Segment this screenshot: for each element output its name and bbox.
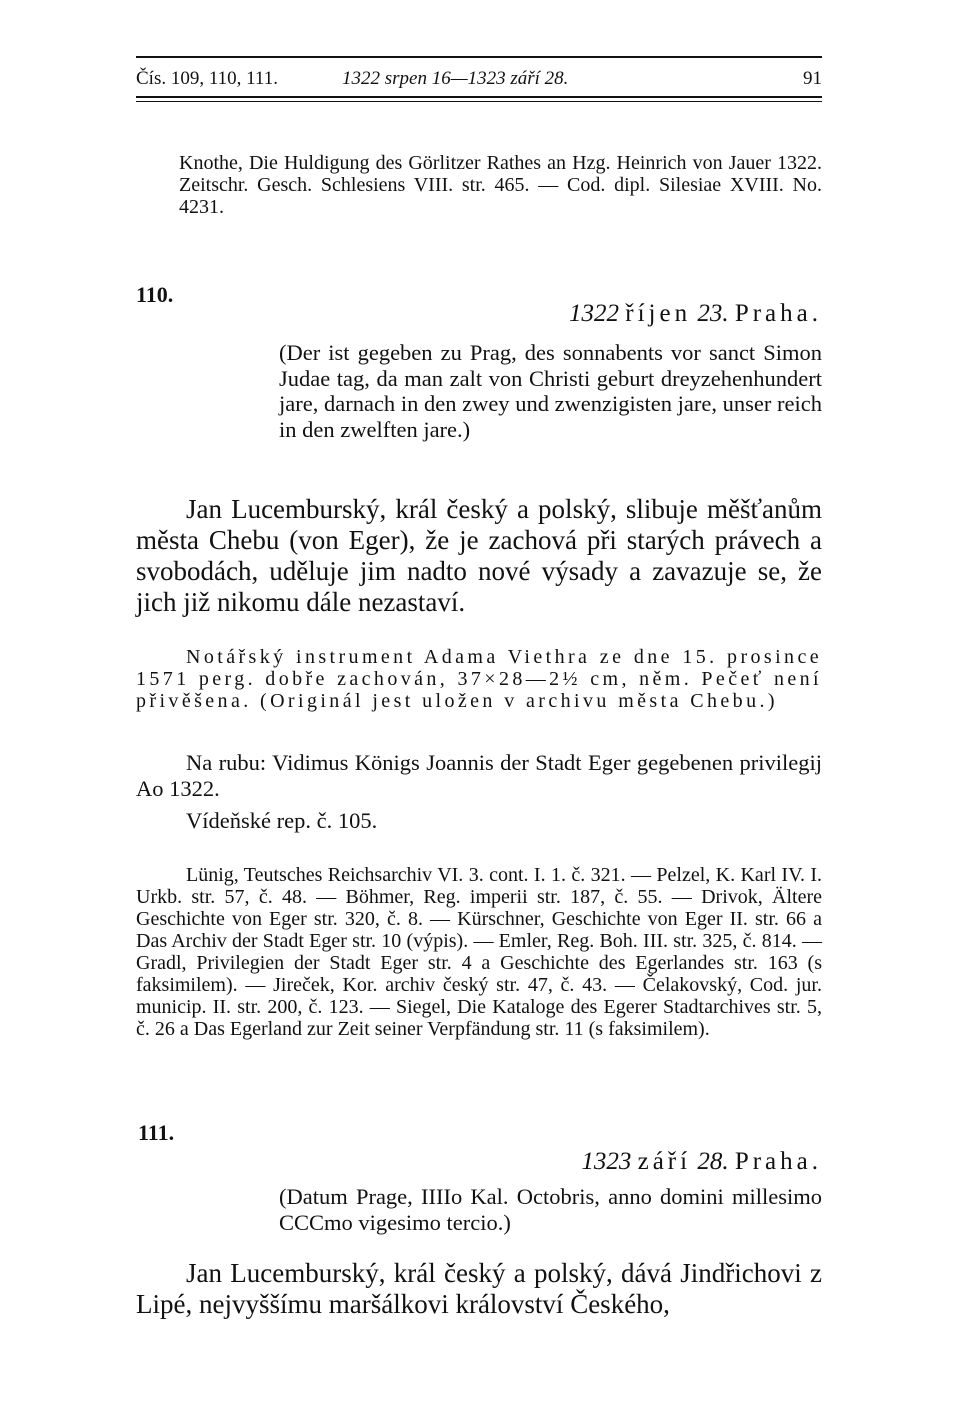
entry-111-summary: Jan Lucemburský, král český a polský, dává Jindřichovi z Lipé, nejvyššímu maršálkovi království Českého,: [136, 1258, 822, 1319]
entry-111-date: [581, 1148, 822, 1176]
entry-111-place: Praha.: [734, 1148, 822, 1175]
entry-110-summary: Jan Lucemburský, král český a polský, slibuje měšťanům města Chebu (von Eger), že je zachová při starých právech a svobodách, uděluje jim nadto nové výsady a zavazuje se, že jich již nikomu dále nezastaví.: [136, 494, 822, 617]
entry-110-literature: Lünig, Teutsches Reichsarchiv VI. 3. cont. I. 1. č. 321. — Pelzel, K. Karl IV. I. Urkb. str. 57, č. 48. — Böhmer, Reg. imperii str. 187, č. 55. — Drivok, Ältere Geschichte von Eger str. 320, č. 8. — Kürschner, Geschichte von Eger II. str. 66 a Das Archiv der Stadt Eger str. 10 (výpis). — Emler, Reg. Boh. III. str. 325, č. 814. — Gradl, Privilegien der Stadt Eger str. 4 a Geschichte des Egerlandes str. 163 (s faksimilem). — Jireček, Kor. archiv český str. 47, č. 43. — Čelakovský, Cod. jur. municip. II. str. 200, č. 123. — Siegel, Die Kataloge des Egerer Stadtarchives str. 5, č. 26 a Das Egerland zur Zeit seiner Verpfändung str. 11 (s faksimilem).: [136, 864, 822, 1040]
entry-110-number: 110.: [136, 282, 174, 307]
entry-110-original-dating: (Der ist gegeben zu Prag, des sonnabents vor sanct Simon Judae tag, da man zalt von Christi geburt dreyzehenhundert jare, darnach in den zwey und zwenzigisten jare, unser reich in den zwelften jare.): [279, 340, 822, 442]
entry-111-month: září: [637, 1148, 692, 1175]
entry-111-year: 1323: [581, 1148, 632, 1175]
entry-111-original-dating: (Datum Prage, IIIIo Kal. Octobris, anno domini millesimo CCCmo vigesimo tercio.): [279, 1184, 822, 1235]
page-number: 91: [803, 68, 822, 89]
header-top-rule: [136, 56, 822, 58]
entry-110-verso-note: Na rubu: Vidimus Königs Joannis der Stadt Eger gegebenen privilegij Ao 1322.: [136, 750, 822, 801]
running-header: [136, 65, 822, 93]
entry-110-year: 1322: [569, 300, 619, 327]
entry-110-place: Praha.: [734, 300, 822, 327]
header-bottom-rule: [136, 96, 822, 98]
header-date-range: 1322 srpen 16—1323 září 28.: [342, 68, 569, 89]
header-document-numbers: Čís. 109, 110, 111.: [136, 68, 278, 89]
entry-110-instrument: Notářský instrument Adama Viethra ze dne 15. prosince 1571 perg. dobře zachován, 37×28—2½ cm, něm. Pečeť není přivěšena. (Originál jest uložen v archivu města Chebu.): [136, 646, 822, 712]
entry-110-day: 23.: [697, 300, 729, 327]
entry-111-number: 111.: [138, 1120, 175, 1145]
header-bottom-rule-thin: [136, 101, 822, 102]
entry-110-vienna-repertory: Vídeňské rep. č. 105.: [186, 808, 378, 833]
entry-110-month: říjen: [625, 300, 692, 327]
top-reference: Knothe, Die Huldigung des Görlitzer Rathes an Hzg. Heinrich von Jauer 1322. Zeitschr. Gesch. Schlesiens VIII. str. 465. — Cod. dipl. Silesiae XVIII. No. 4231.: [179, 152, 822, 218]
entry-110-date: [569, 300, 822, 328]
entry-111-day: 28.: [697, 1148, 729, 1175]
